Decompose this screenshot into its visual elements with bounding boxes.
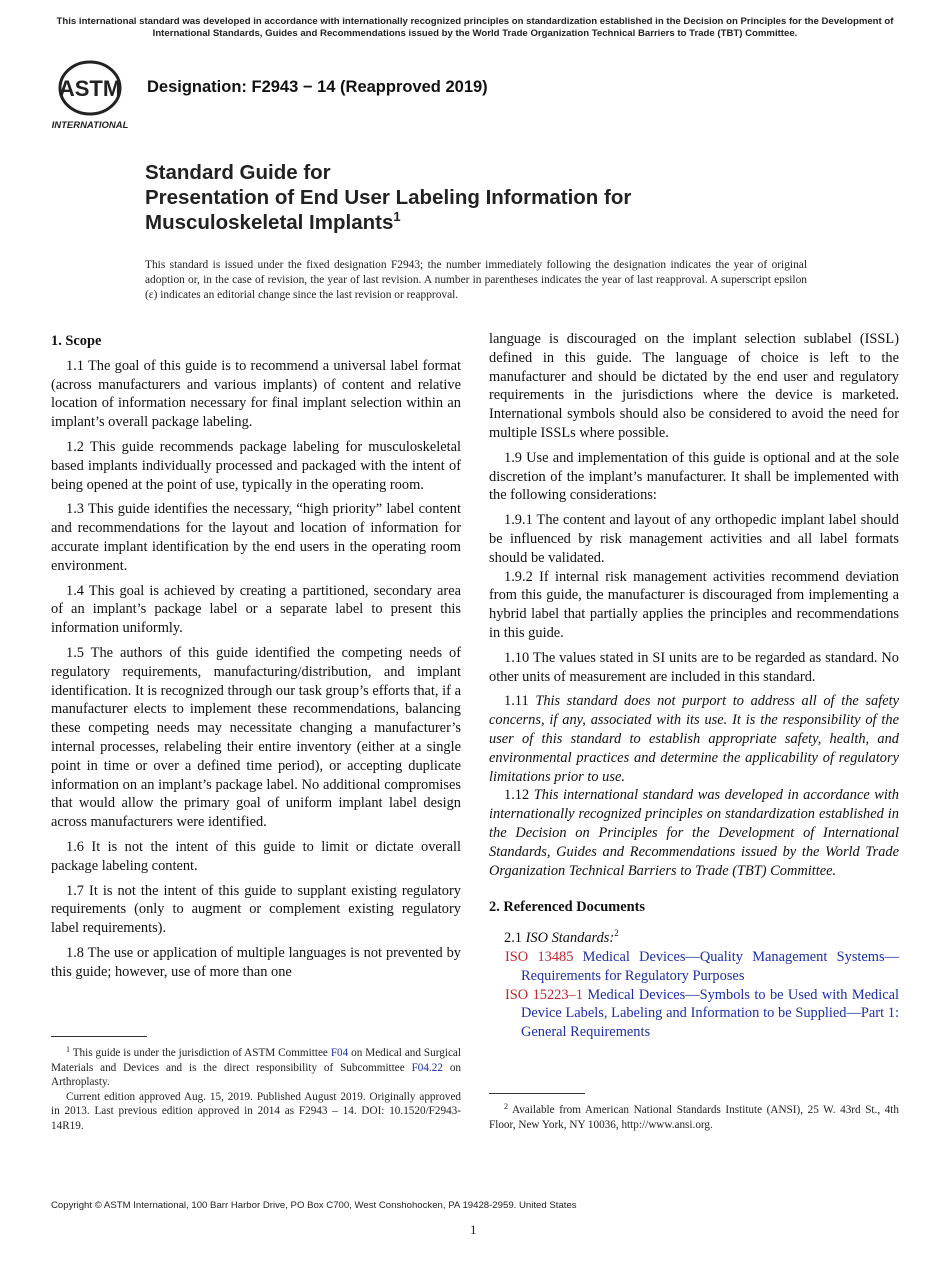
reference-iso-15223-1[interactable]: ISO 15223–1 Medical Devices—Symbols to be Used with Medical Device Labels, Labeling and Information to be Supplied—Part 1: General Requirements [505,986,899,1041]
paragraph-1-3: 1.3 This guide identifies the necessary, “high priority” label content and recommendations for the layout and location of information for accurate implant identification by the end users in the operating room environment. [51,501,461,574]
title-line-3: Musculoskeletal Implants$^1$ [145,209,401,234]
footnote-1: $^1$ This guide is under the jurisdiction of ASTM Committee F04 on Medical and Surgical Materials and Devices and is the direct responsibility of Subcommittee F04.22 on Arthroplasty. Current edition approved Aug. 15, 2019. Published August 2019. Originally approved in 2013. Last previous edition approved in 2014 as F2943 – 14. DOI: 10.1520/F2943-14R19. [51,1045,462,1132]
top-notice: This international standard was developed in accordance with internationally recognized principles on standardization established in the Decision on Principles for the Development of International Standards, Guides and Recommendations issued by the World Trade Organization Technical Barriers to Trade (TBT) Committee. [56,16,894,39]
footnote-2: $^2$ Available from American National Standards Institute (ANSI), 25 W. 43rd St., 4th Floor, New York, NY 10036, http://www.ansi.org. [489,1102,899,1131]
paragraph-1-5: 1.5 The authors of this guide identified the competing needs of regulatory requirements, manufacturing/distribution, and implant identification. It is recognized through our task group’s efforts that, if a manufacturer elects to implement these recommendations, balancing these competing needs may necessitate changing a manufacturer’s internal processes, relabeling their entire inventory (either at a single point in time or over a defined time period), or accepting duplicate information on an implant’s package label. No additional compromises that would allow the primary goal of uniform implant label design across manufacturers were identified. [51,644,461,831]
paragraph-1-1: 1.1 The goal of this guide is to recommend a universal label format (across manufacturers and various implants) of content and relative location of information necessary for final implant selection within an implant’s overall package labeling. [51,357,461,431]
issue-note: This standard is issued under the fixed designation F2943; the number immediately following the designation indicates the year of original adoption or, in the case of revision, the year of last revision. A number in parentheses indicates the year of last reapproval. A superscript epsilon (ε) indicates an editorial change since the last revision or reapproval. [145,259,807,301]
paragraph-1-8: 1.8 The use or application of multiple languages is not prevented by this guide; however, use of more than one [51,944,461,980]
page-number: 1 [470,1222,477,1237]
paragraph-2-1: 2.1 ISO Standards:$^2$ [504,928,619,947]
paragraph-1-7: 1.7 It is not the intent of this guide to supplant existing regulatory requirements (only to augment or complement existing regulatory label requirements). [51,882,461,937]
title-line-2: Presentation of End User Labeling Information for [145,186,632,209]
document-title [145,160,825,235]
copyright: Copyright © ASTM International, 100 Barr Harbor Drive, PO Box C700, West Conshohocken, PA 19428-2959. United States [51,1200,577,1211]
astm-logo [52,58,134,130]
paragraph-1-9-1: 1.9.1 The content and layout of any orthopedic implant label should be influenced by risk management activities and all label formats should be validated. [489,512,899,566]
section-heading-scope: 1. Scope [51,333,102,349]
paragraph-1-6: 1.6 It is not the intent of this guide to limit or dictate overall package labeling content. [51,838,461,874]
paragraph-1-9-2: 1.9.2 If internal risk management activities recommend deviation from this guide, the manufacturer is discouraged from implementing a hybrid label that partially applies the principles and recommendations in this guide. [489,568,899,641]
footnote-rule [51,1036,147,1037]
paragraph-1-11: 1.11 This standard does not purport to address all of the safety concerns, if any, associated with its use. It is the responsibility of the user of this standard to establish appropriate safety, health, and environmental practices and determine the applicability of regulatory limitations prior to use. [489,693,899,785]
committee-link[interactable]: F04 [330,1047,349,1059]
paragraph-1-9: 1.9 Use and implementation of this guide is optional and at the sole discretion of the implant’s manufacturer. It shall be implemented with the following considerations: [489,449,899,504]
svg-text:ASTM: ASTM [58,76,122,101]
footnote-rule-right [489,1093,585,1094]
left-column [51,332,461,988]
reference-iso-13485[interactable]: ISO 13485 Medical Devices—Quality Management Systems—Requirements for Regulatory Purposes [505,948,899,984]
paragraph-1-10: 1.10 The values stated in SI units are to be regarded as standard. No other units of measurement are included in this standard. [489,649,899,685]
paragraph-1-8-continued: language is discouraged on the implant selection sublabel (ISSL) defined in this guide. The language of choice is left to the manufacturer and should be dictated by the end user and regulatory requirements in the jurisdictions where the device is marketed. International symbols should also be considered to avoid the need for multiple ISSLs where possible. [489,331,899,441]
footnote-1-edition: Current edition approved Aug. 15, 2019. Published August 2019. Originally approved in 2013. Last previous edition approved in 2014 as F2943 – 14. DOI: 10.1520/F2943-14R19. [51,1090,461,1132]
designation: Designation: F2943 − 14 (Reapproved 2019) [147,78,488,96]
paragraph-1-2: 1.2 This guide recommends package labeling for musculoskeletal based implants individually processed and packaged with the intent of being opened at the point of use, typically in the operating room. [51,438,461,493]
paragraph-1-12: 1.12 This international standard was developed in accordance with internationally recognized principles on standardization established in the Decision on Principles for the Development of International Standards, Guides and Recommendations issued by the World Trade Organization Technical Barriers to Trade (TBT) Committee. [489,787,900,879]
title-footnote-mark: 1 [393,209,401,224]
subcommittee-link[interactable]: F04.22 [411,1061,443,1074]
svg-text:INTERNATIONAL: INTERNATIONAL [52,120,129,130]
right-column [489,330,899,1042]
title-line-1: Standard Guide for [145,161,331,184]
paragraph-1-4: 1.4 This goal is achieved by creating a partitioned, secondary area of an implant’s package label or a separate label to present this information uniformly. [51,582,461,637]
section-heading-referenced-documents: 2. Referenced Documents [489,899,645,916]
